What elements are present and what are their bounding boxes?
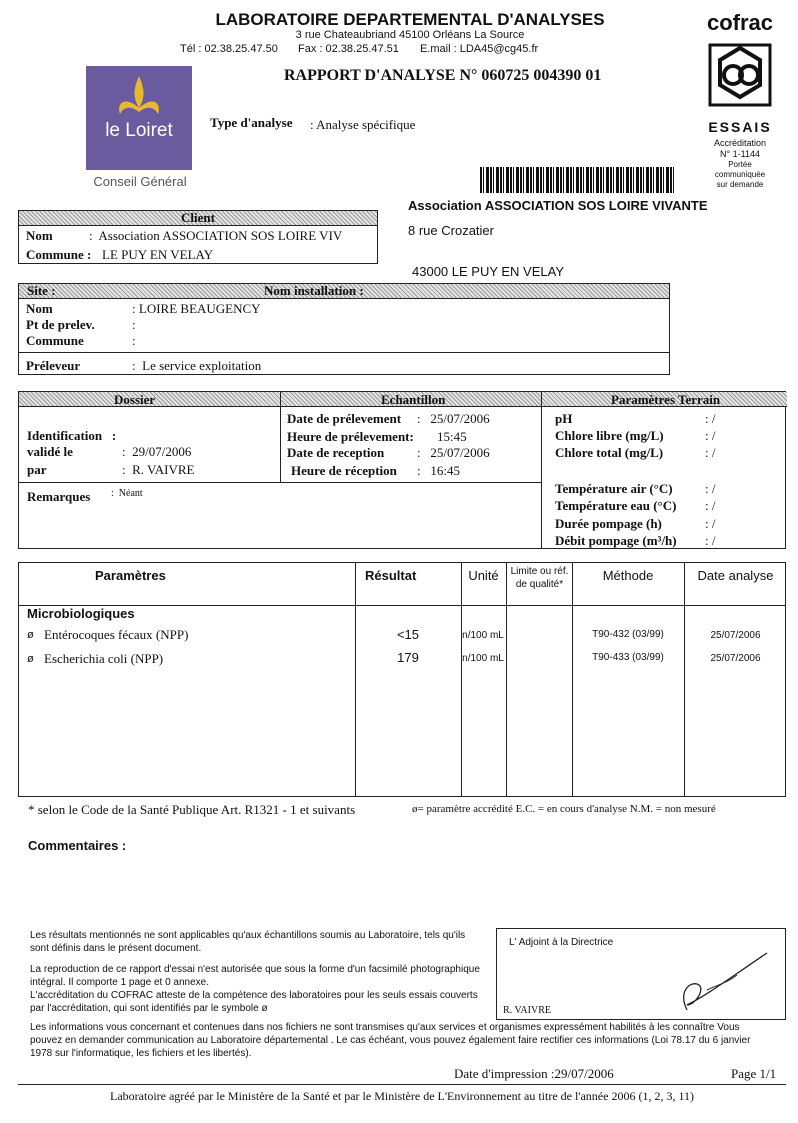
- terrain-label-5: Durée pompage (h): [555, 516, 662, 531]
- terrain-value-5: : /: [705, 516, 716, 531]
- row-unit: n/100 mL: [462, 653, 504, 664]
- signature-box: [496, 928, 786, 1020]
- terrain-label-0: pH: [555, 411, 573, 426]
- sample-box: [18, 391, 786, 549]
- terrain-value-4: : /: [705, 498, 716, 513]
- site-left-title: Site :: [27, 283, 56, 298]
- row-result: <15: [396, 627, 420, 642]
- footer-rule: [18, 1084, 786, 1085]
- echantillon-value-2: : 25/07/2006: [417, 445, 490, 460]
- echantillon-value-0: : 25/07/2006: [417, 411, 490, 426]
- section-microbiologiques: Microbiologiques: [27, 606, 135, 621]
- echantillon-title: Echantillon: [381, 392, 446, 407]
- analysis-type-value: : Analyse spécifique: [310, 117, 416, 132]
- site-box: [18, 283, 670, 375]
- legal-p4: Les informations vous concernant et contenues dans nos fichiers ne sont transmises qu'aux services et organismes expressément habilités à les connaître Vous pouvez en demander communication au Laboratoire départemental . Le cas échéant, vous pouvez également faire rectifier ces informations (Loi 78.17 du 6 janvier 1978 sur l'informatique, les fichiers et les libertés).: [30, 1022, 751, 1059]
- accredited-icon: ø: [27, 629, 34, 641]
- row-unit: n/100 mL: [462, 630, 504, 641]
- accredited-symbol-icon: ø: [261, 1003, 268, 1014]
- page-number: Page 1/1: [731, 1066, 777, 1081]
- site-preleveur-value: : Le service exploitation: [132, 358, 262, 373]
- row-result: 179: [397, 650, 419, 665]
- loiret-logo: [86, 66, 194, 189]
- lab-fax: Fax : 02.38.25.47.51: [298, 43, 399, 55]
- col-divider-1: [355, 563, 356, 796]
- dossier-valide-label: validé le: [27, 444, 73, 459]
- site-prelev-label: Pt de prelev.: [26, 317, 95, 332]
- cofrac-scope-3: sur demande: [716, 180, 764, 189]
- client-box: [18, 210, 378, 264]
- echantillon-label-3: Heure de réception: [291, 463, 397, 478]
- loiret-brand: le Loiret: [105, 120, 173, 141]
- lab-address: 3 rue Chateaubriand 45100 Orléans La Source: [295, 29, 525, 41]
- client-commune-value: LE PUY EN VELAY: [102, 247, 214, 262]
- dossier-identification-label: Identification :: [27, 428, 117, 443]
- terrain-label-2: Chlore total (mg/L): [555, 445, 664, 460]
- terrain-value-2: : /: [705, 445, 716, 460]
- cofrac-brand: cofrac: [706, 10, 774, 35]
- accredited-icon: ø: [27, 653, 34, 665]
- site-nom-value: : LOIRE BEAUGENCY: [132, 301, 261, 316]
- dossier-divider: [280, 392, 281, 482]
- terrain-value-3: : /: [705, 481, 716, 496]
- cofrac-essais: ESSAIS: [708, 119, 772, 135]
- dossier-bottom-line: [19, 482, 541, 483]
- signature-title: L' Adjoint à la Directrice: [509, 937, 614, 948]
- col-divider-2: [461, 563, 462, 796]
- site-commune-label: Commune: [26, 333, 84, 348]
- client-nom-value: : Association ASSOCIATION SOS LOIRE VIV: [89, 228, 343, 243]
- lab-name: LABORATOIRE DEPARTEMENTAL D'ANALYSES: [215, 10, 605, 29]
- footnote-left: * selon le Code de la Santé Publique Art. R1321 - 1 et suivants: [28, 802, 356, 817]
- site-header: [19, 284, 669, 299]
- site-title: Nom installation :: [264, 283, 364, 298]
- row-method: T90-433 (03/99): [592, 652, 664, 663]
- signature-name: R. VAIVRE: [503, 1005, 551, 1016]
- header-limite-2: de qualité*: [515, 579, 564, 590]
- echantillon-label-0: Date de prélevement: [287, 411, 402, 426]
- terrain-value-0: : /: [705, 411, 716, 426]
- report-title: RAPPORT D'ANALYSE N° 060725 004390 01: [284, 67, 602, 84]
- terrain-label-1: Chlore libre (mg/L): [555, 428, 664, 443]
- loiret-logo-block: [86, 66, 192, 170]
- header-unite: Unité: [468, 568, 499, 583]
- terrain-label-3: Température air (°C): [555, 481, 673, 496]
- site-preleveur-label: Préleveur: [26, 358, 81, 373]
- client-title: Client: [19, 211, 377, 226]
- row-method: T90-432 (03/99): [592, 629, 664, 640]
- legal-p2: La reproduction de ce rapport d'essai n'est autorisée que sous la forme d'un facsimilé photographique intégral. Il comporte 1 page et 0 annexe.: [30, 964, 480, 988]
- client-commune-label: Commune :: [26, 247, 92, 262]
- terrain-label-4: Température eau (°C): [555, 498, 677, 513]
- dossier-remarques-value: : Néant: [111, 488, 143, 499]
- row-date: 25/07/2006: [710, 630, 761, 641]
- analysis-type-label: Type d'analyse: [210, 115, 293, 130]
- dossier-remarques-label: Remarques: [27, 489, 91, 504]
- accredited-symbol-icon: ø: [412, 803, 418, 815]
- terrain-value-1: : /: [705, 428, 716, 443]
- terrain-label-6: Débit pompage (m³/h): [555, 533, 677, 548]
- cofrac-scope-2: communiquée: [714, 170, 766, 179]
- results-table: [18, 562, 786, 797]
- legal-p1: Les résultats mentionnés ne sont applicables qu'aux échantillons soumis au Laboratoire, tels qu'ils sont définis dans le présent document.: [30, 930, 466, 954]
- col-divider-5: [684, 563, 685, 796]
- cofrac-emblem-icon: [705, 40, 775, 110]
- terrain-divider: [541, 392, 542, 548]
- cofrac-number: N° 1-1144: [720, 149, 760, 159]
- echantillon-value-1: 15:45: [437, 429, 467, 444]
- header-limite-1: Limite ou réf.: [510, 566, 569, 577]
- client-nom-label: Nom: [26, 228, 53, 243]
- terrain-value-6: : /: [705, 533, 716, 548]
- header-resultat: Résultat: [365, 568, 417, 583]
- footnote-right: ø= paramètre accrédité E.C. = en cours d'analyse N.M. = non mesuré: [412, 803, 716, 815]
- recipient-name: Association ASSOCIATION SOS LOIRE VIVANTE: [408, 198, 708, 213]
- header-date-analyse: Date analyse: [697, 568, 774, 583]
- dossier-valide-value: : 29/07/2006: [122, 444, 192, 459]
- cofrac-accreditation: Accréditation: [713, 138, 767, 148]
- echantillon-value-3: : 16:45: [417, 463, 460, 478]
- cofrac-logo: [697, 10, 783, 192]
- print-date: Date d'impression :29/07/2006: [454, 1066, 614, 1081]
- echantillon-label-1: Heure de prélevement:: [287, 429, 414, 444]
- lab-tel: Tél : 02.38.25.47.50: [180, 43, 278, 55]
- col-divider-3: [506, 563, 507, 796]
- recipient-city: 43000 LE PUY EN VELAY: [412, 264, 565, 279]
- dossier-par-value: : R. VAIVRE: [122, 462, 195, 477]
- row-param: Entérocoques fécaux (NPP): [44, 627, 189, 642]
- recipient-street: 8 rue Crozatier: [408, 223, 494, 238]
- header-methode: Méthode: [602, 568, 654, 583]
- dossier-par-label: par: [27, 462, 47, 477]
- comments-label: Commentaires :: [28, 838, 127, 853]
- row-param: Escherichia coli (NPP): [44, 651, 164, 666]
- col-divider-4: [572, 563, 573, 796]
- site-commune-colon: :: [132, 333, 136, 348]
- handwritten-signature: [647, 935, 777, 1015]
- echantillon-label-2: Date de reception: [287, 445, 385, 460]
- barcode: [480, 167, 676, 193]
- header-parametres: Paramètres: [95, 568, 166, 583]
- loiret-subtitle: Conseil Général: [93, 174, 187, 189]
- site-divider: [19, 352, 669, 353]
- footer-agreement: Laboratoire agréé par le Ministère de la Santé et par le Ministère de L'Environnement au titre de l'année 2006 (1, 2, 3, 11): [110, 1089, 694, 1103]
- dossier-title: Dossier: [114, 392, 156, 407]
- row-date: 25/07/2006: [710, 653, 761, 664]
- site-nom-label: Nom: [26, 301, 53, 316]
- cofrac-scope-1: Portée: [728, 160, 752, 169]
- site-prelev-colon: :: [132, 317, 136, 332]
- legal-p3: L'accréditation du COFRAC atteste de la compétence des laboratoires pour les seuls essais couverts par l'accréditation, qui sont identifiés par le symbole ø: [30, 990, 478, 1014]
- lab-email: E.mail : LDA45@cg45.fr: [420, 43, 539, 55]
- terrain-title: Paramètres Terrain: [611, 392, 721, 407]
